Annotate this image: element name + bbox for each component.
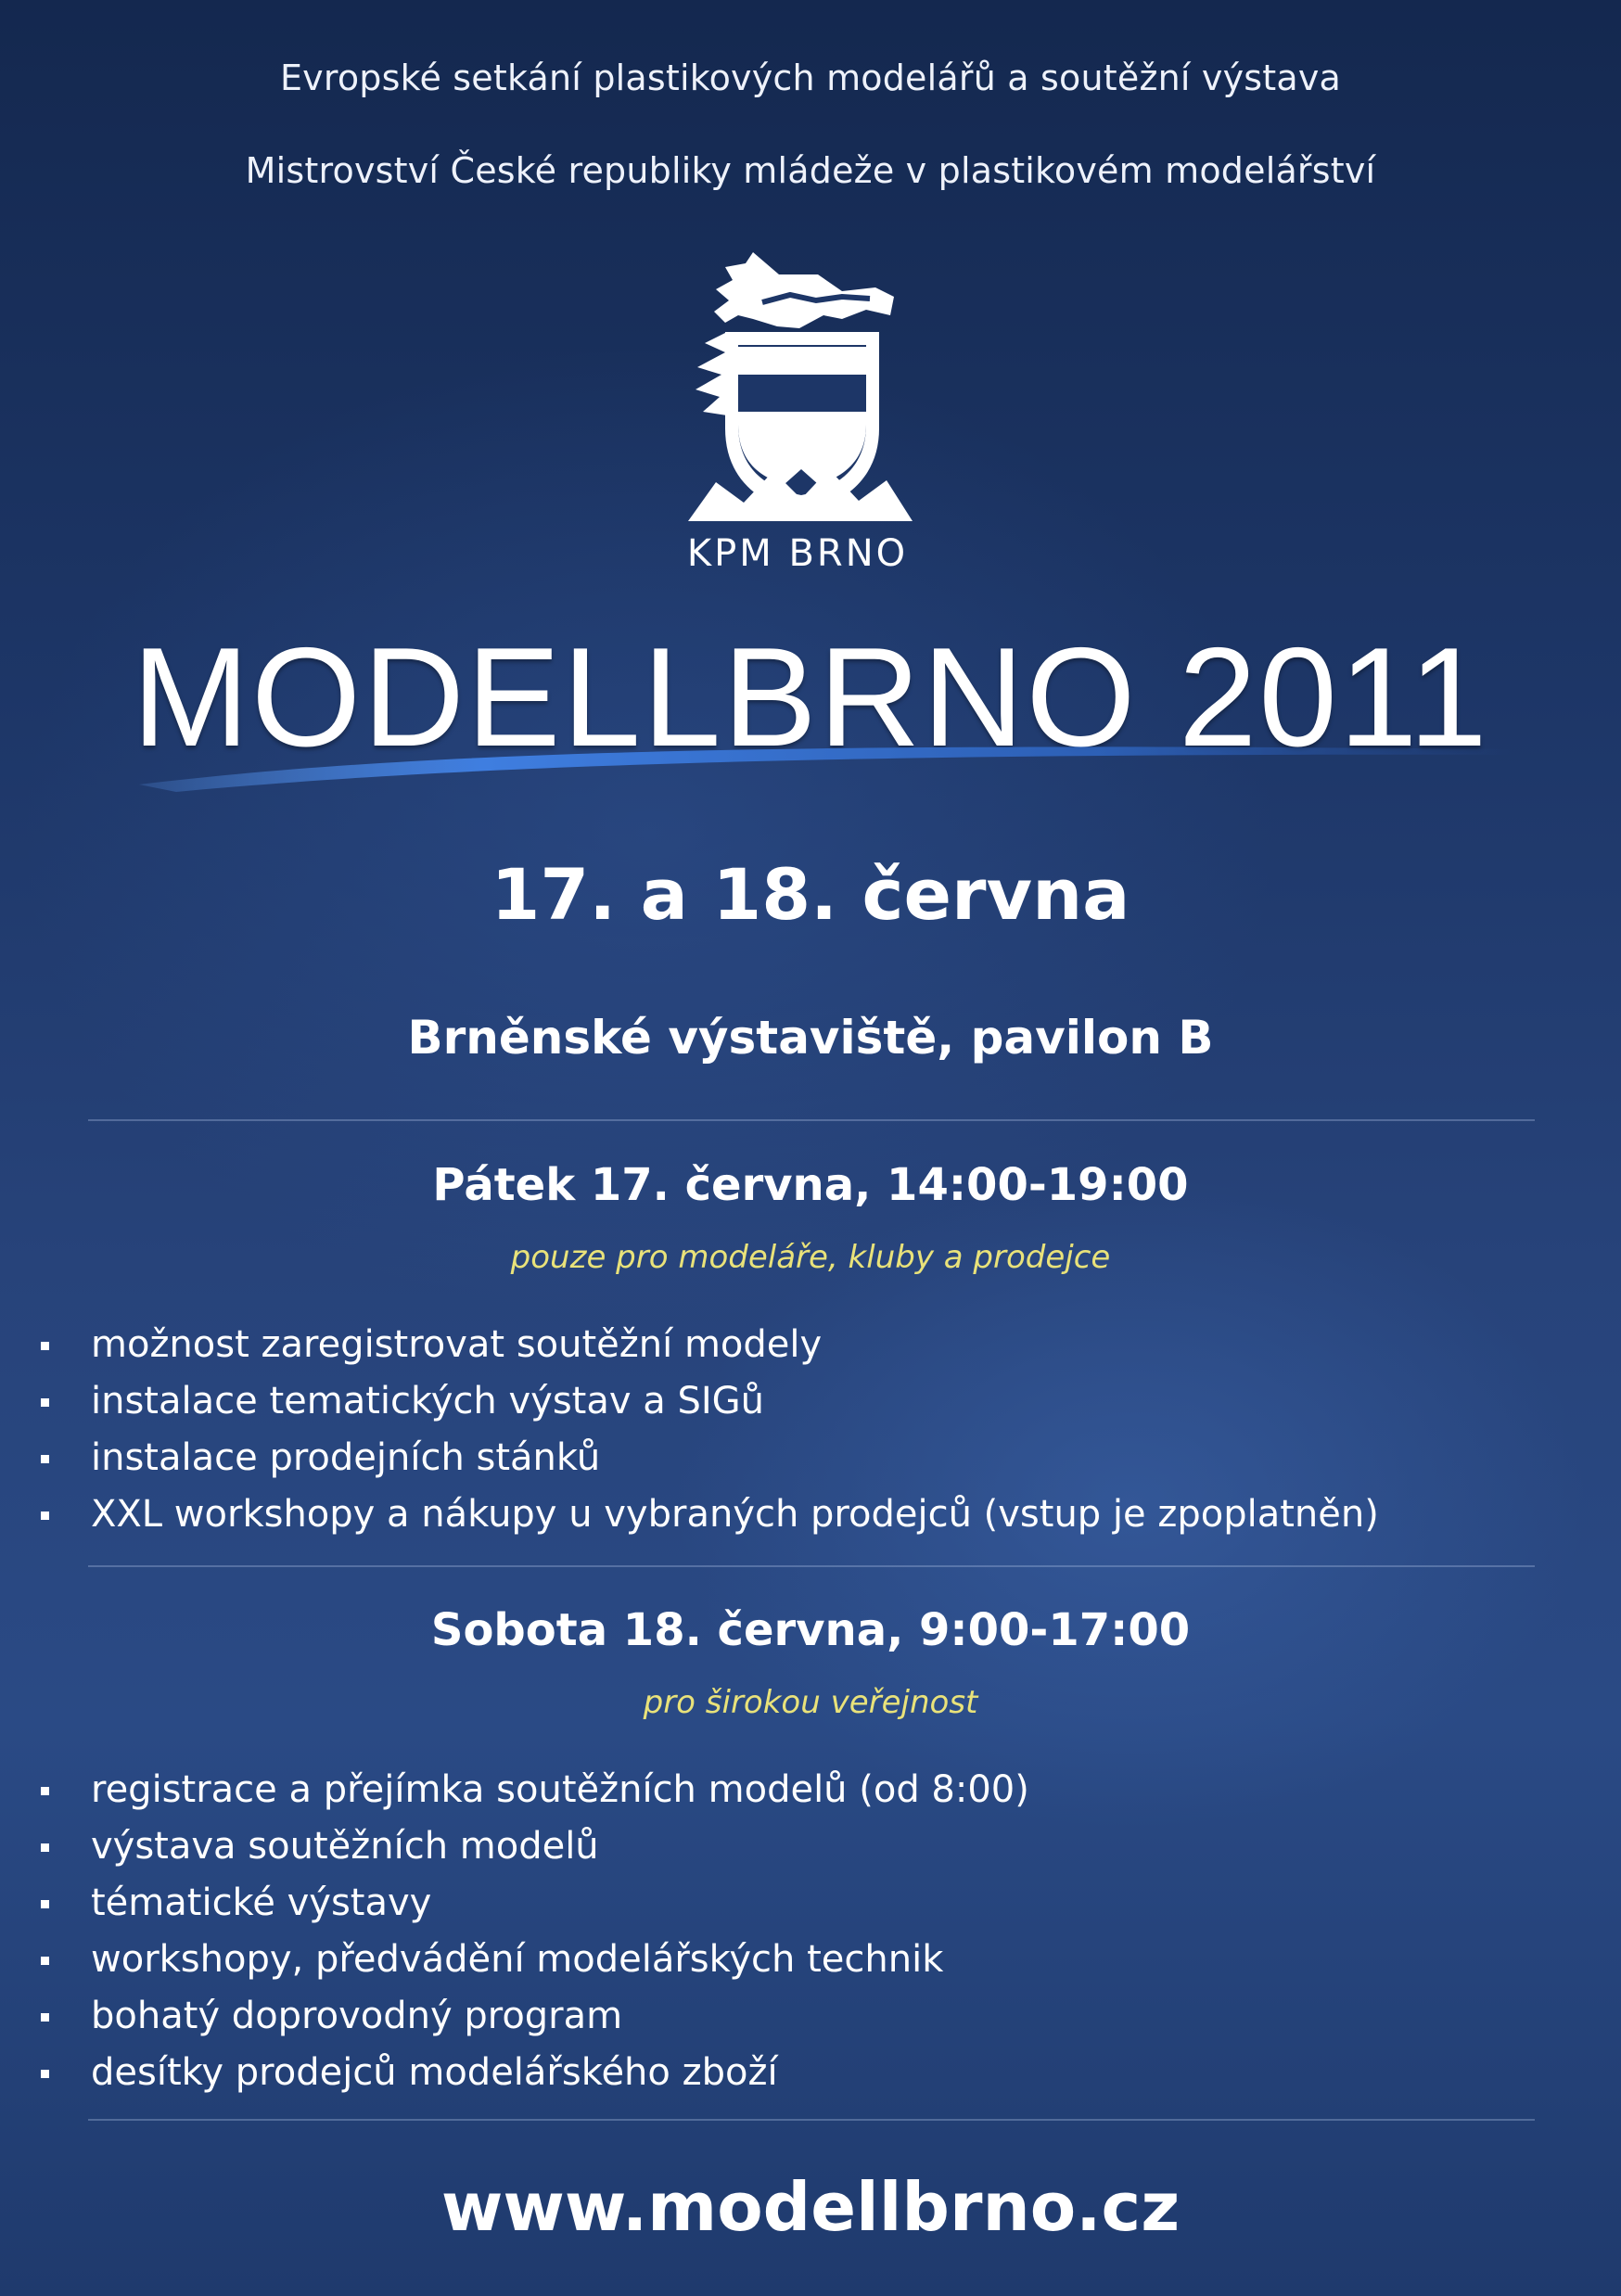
saturday-list	[0, 1767, 1621, 2106]
event-venue: Brněnské výstaviště, pavilon B	[407, 1011, 1214, 1065]
event-title: MODELLBRNO 2011	[132, 619, 1489, 776]
saturday-heading: Sobota 18. června, 9:00-17:00	[430, 1604, 1191, 1656]
list-item	[0, 1378, 1621, 1435]
list-item-text: XXL workshopy a nákupy u vybraných prodejců (vstup je zpoplatněn)	[91, 1493, 1379, 1536]
list-item	[0, 1880, 1621, 1936]
list-item	[0, 1435, 1621, 1491]
list-item	[0, 1491, 1621, 1548]
list-item	[0, 1321, 1621, 1378]
list-item-text: instalace prodejních stánků	[91, 1436, 601, 1479]
list-item	[0, 1936, 1621, 1993]
list-item	[0, 1993, 1621, 2049]
list-item-text: registrace a přejímka soutěžních modelů (od 8:00)	[91, 1768, 1029, 1811]
list-item	[0, 1823, 1621, 1880]
dragon-spikes	[696, 332, 727, 415]
bullet-icon	[41, 1843, 49, 1852]
bullet-icon	[41, 1957, 49, 1965]
divider	[88, 2119, 1535, 2121]
header-line-2: Mistrovství České republiky mládeže v plastikovém modelářství	[245, 150, 1376, 191]
list-item-text: výstava soutěžních modelů	[91, 1825, 599, 1868]
header-line-1: Evropské setkání plastikových modelářů a soutěžní výstava	[279, 57, 1342, 98]
bullet-icon	[41, 2013, 49, 2022]
list-item	[0, 1767, 1621, 1823]
saturday-note: pro širokou veřejnost	[643, 1684, 978, 1721]
bullet-icon	[41, 2070, 49, 2078]
list-item	[0, 2049, 1621, 2106]
bullet-icon	[41, 1787, 49, 1795]
list-item-text: tématické výstavy	[91, 1881, 432, 1924]
bullet-icon	[41, 1398, 49, 1407]
divider	[88, 1565, 1535, 1567]
shield-dark-band	[738, 375, 866, 412]
friday-note: pouze pro modeláře, kluby a prodejce	[510, 1239, 1111, 1276]
list-item-text: workshopy, předvádění modelářských technik	[91, 1938, 944, 1981]
list-item-text: možnost zaregistrovat soutěžní modely	[91, 1323, 823, 1366]
list-item-text: instalace tematických výstav a SIGů	[91, 1380, 764, 1422]
shield-white-band-top	[738, 347, 866, 375]
website-url: www.modellbrno.cz	[440, 2168, 1181, 2246]
logo-text: KPM BRNO	[686, 532, 909, 575]
bullet-icon	[41, 1900, 49, 1908]
friday-list	[0, 1321, 1621, 1548]
bullet-icon	[41, 1512, 49, 1520]
title-swoosh	[139, 733, 1512, 797]
friday-heading: Pátek 17. června, 14:00-19:00	[432, 1159, 1189, 1211]
kpm-brno-dragon-shield-logo	[660, 243, 938, 530]
list-item-text: bohatý doprovodný program	[91, 1995, 623, 2037]
list-item-text: desítky prodejců modelářského zboží	[91, 2051, 778, 2094]
event-dates: 17. a 18. června	[491, 853, 1130, 936]
dragon-head	[714, 252, 894, 328]
bullet-icon	[41, 1342, 49, 1350]
bullet-icon	[41, 1455, 49, 1463]
divider	[88, 1119, 1535, 1121]
